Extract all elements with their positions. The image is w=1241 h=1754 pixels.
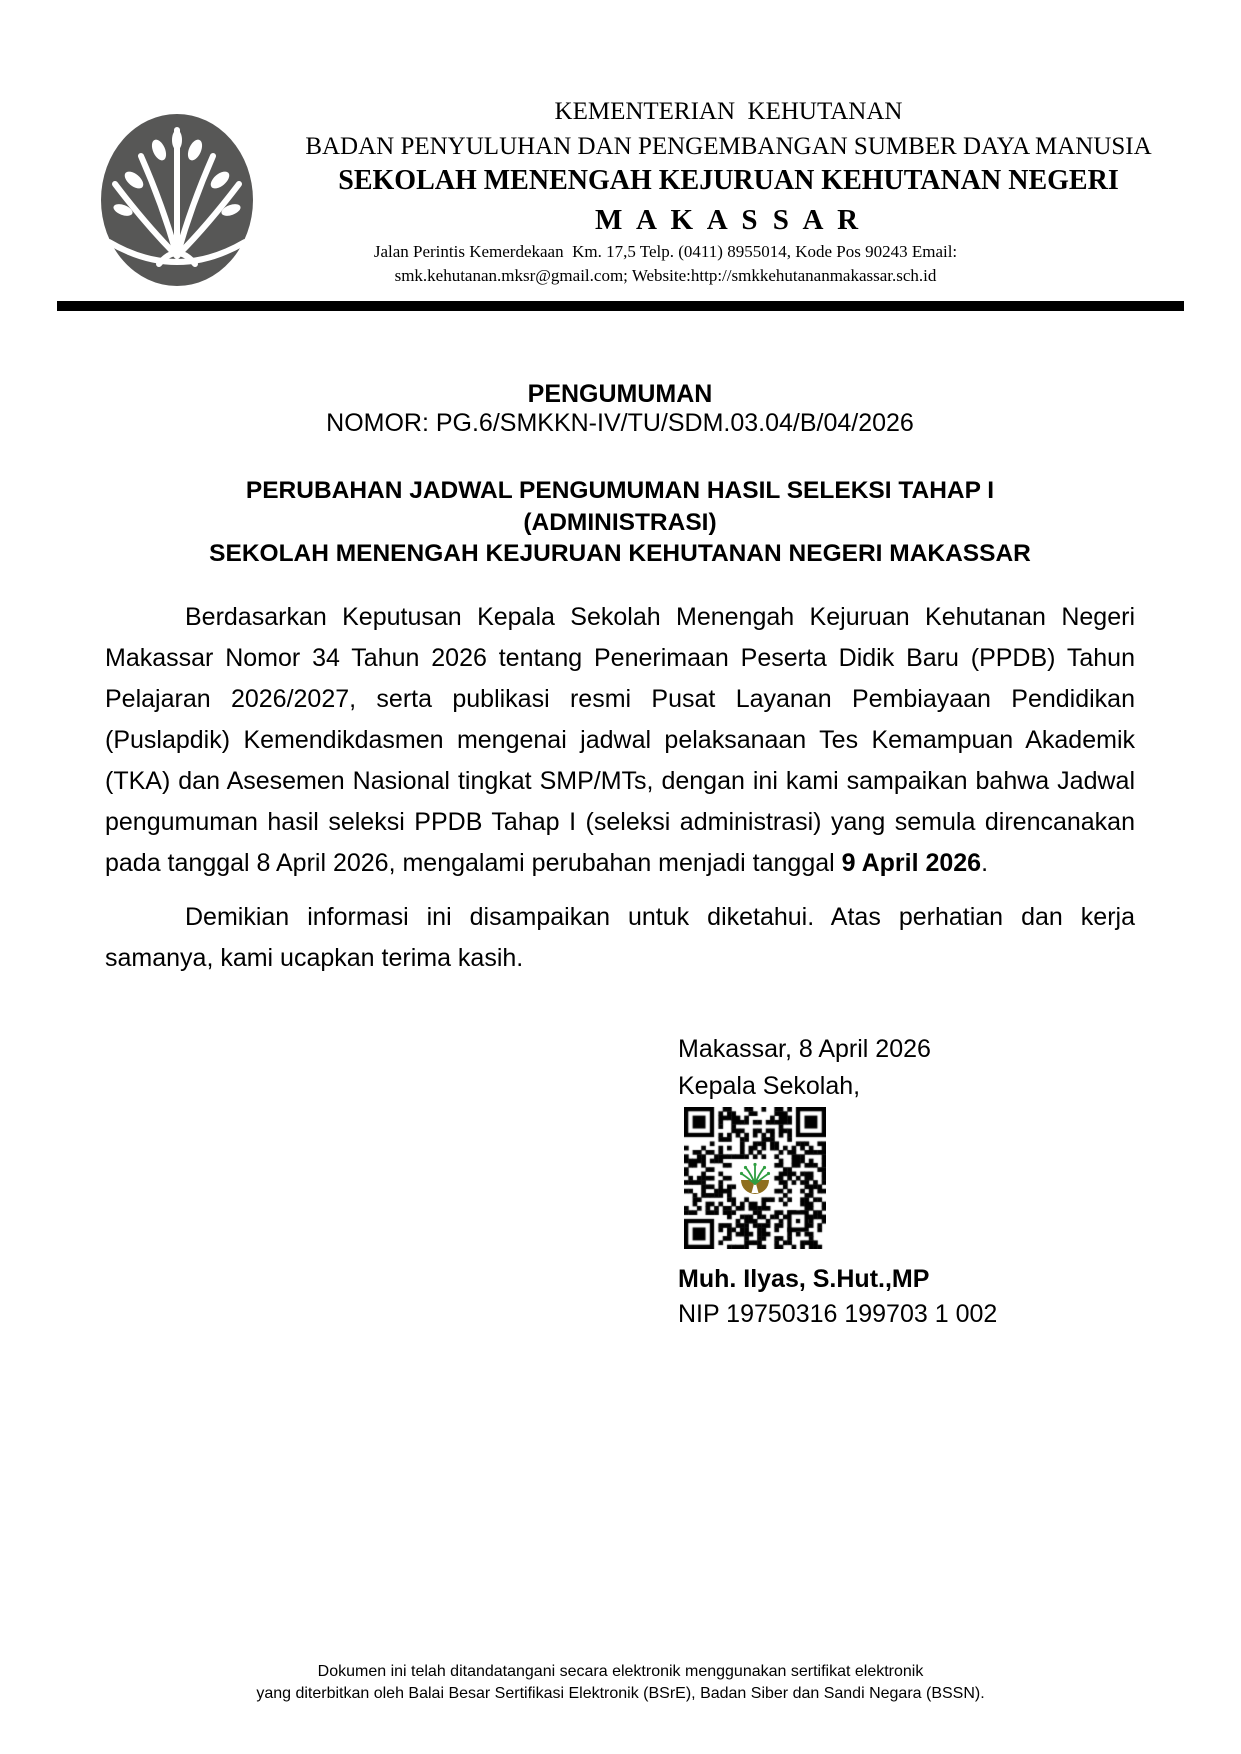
contact-line: smk.kehutanan.mksr@gmail.com; Website:http://smkkehutananmakassar.sch.id: [394, 266, 937, 285]
paragraph-1-period: .: [981, 849, 989, 877]
letterhead-divider: [57, 301, 1184, 311]
esign-footer-line-1: Dokumen ini telah ditandatangani secara elektronik menggunakan sertifikat elektronik: [317, 1663, 924, 1680]
document-title: PENGUMUMAN: [527, 380, 713, 408]
revised-date-bold: 9 April 2026: [841, 849, 982, 877]
signatory-name: Muh. Ilyas, S.Hut.,MP: [678, 1265, 930, 1293]
address-line: Jalan Perintis Kemerdekaan Km. 17,5 Telp. (0411) 8955014, Kode Pos 90243 Email:: [373, 242, 958, 261]
qr-center-forestry-icon: [737, 1160, 773, 1196]
signatory-nip: NIP 19750316 199703 1 002: [678, 1300, 998, 1328]
subject-line-3: SEKOLAH MENENGAH KEJURUAN KEHUTANAN NEGERI MAKASSAR: [209, 540, 1031, 567]
signature-role: Kepala Sekolah,: [678, 1072, 861, 1100]
signature-block-header: [678, 1031, 931, 1105]
body-paragraph-1: [105, 597, 1135, 884]
agency-name: BADAN PENYULUHAN DAN PENGEMBANGAN SUMBER DAYA MANUSIA: [305, 133, 1152, 160]
signature-place-date: Makassar, 8 April 2026: [678, 1035, 931, 1063]
esign-footer-line-2: yang diterbitkan oleh Balai Besar Sertifikasi Elektronik (BSrE), Badan Siber dan Sandi Negara (BSSN).: [256, 1685, 985, 1702]
school-name: SEKOLAH MENENGAH KEJURUAN KEHUTANAN NEGERI: [338, 165, 1119, 196]
school-city: M A K A S S A R: [594, 204, 863, 236]
ministry-name: KEMENTERIAN KEHUTANAN: [554, 98, 903, 125]
signature-qr-code: [684, 1107, 826, 1249]
subject-line-2: (ADMINISTRASI): [523, 508, 717, 536]
paragraph-2-text: Demikian informasi ini disampaikan untuk diketahui. Atas perhatian dan kerja samanya, kami ucapkan terima kasih.: [105, 903, 1135, 972]
document-subject: [105, 475, 1135, 570]
paragraph-1-text: Berdasarkan Keputusan Kepala Sekolah Menengah Kejuruan Kehutanan Negeri Makassar Nomor 34 Tahun 2026 tentang Penerimaan Peserta Didik Baru (PPDB) Tahun Pelajaran 2026/2027, serta publikasi resmi Pusat Layanan Pembiayaan Pendidikan (Puslapdik) Kemendikdasmen mengenai jadwal pelaksanaan Tes Kemampuan Akademik (TKA) dan Asesemen Nasional tingkat SMP/MTs, dengan ini kami sampaikan bahwa Jadwal pengumuman hasil seleksi PPDB Tahap I (seleksi administrasi) yang semula direncanakan pada tanggal 8 April 2026, mengalami perubahan menjadi tanggal: [105, 603, 1135, 877]
letterhead: [0, 0, 1241, 312]
subject-line-1: PERUBAHAN JADWAL PENGUMUMAN HASIL SELEKSI TAHAP I: [245, 477, 995, 504]
body-paragraph-2: [105, 897, 1135, 979]
document-number: NOMOR: PG.6/SMKKN-IV/TU/SDM.03.04/B/04/2026: [326, 409, 914, 437]
